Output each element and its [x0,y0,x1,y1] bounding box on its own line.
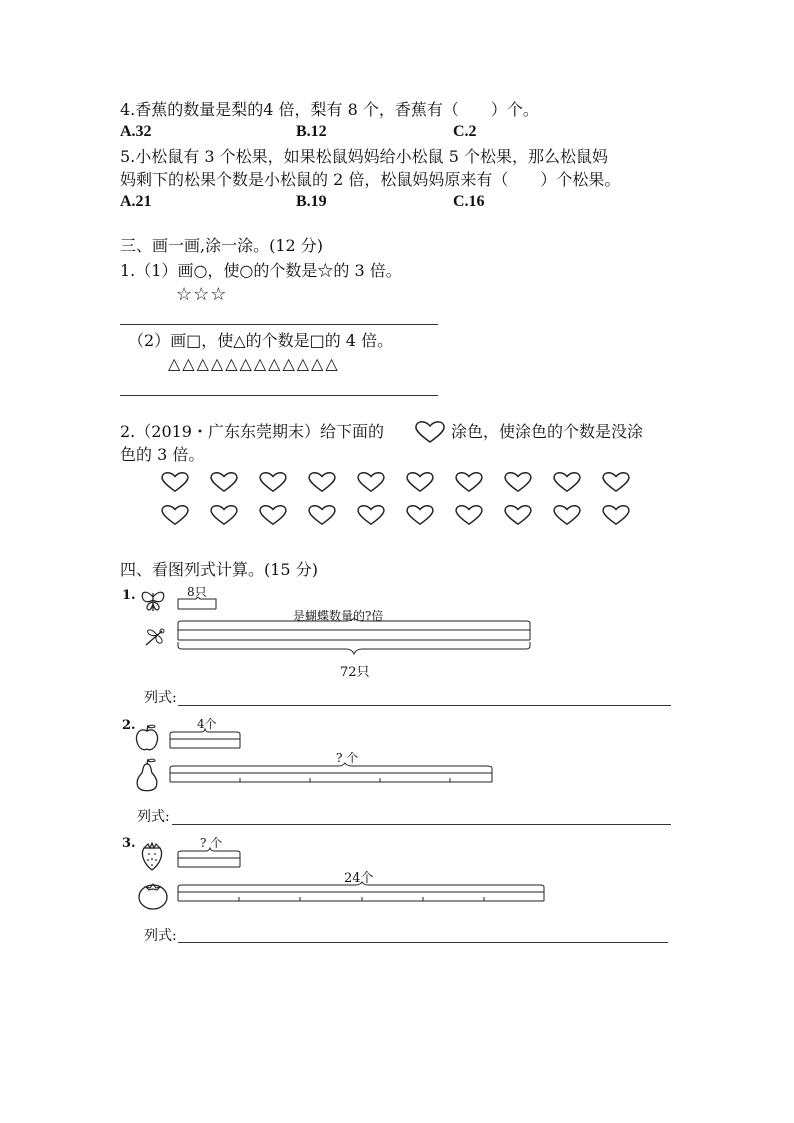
heart-icon[interactable] [356,471,405,493]
p3-formula-label: 列式: [144,928,177,944]
section-3-q1b: （2）画□，使△的个数是□的 4 倍。 [128,331,394,350]
heart-icon[interactable] [307,471,356,493]
q5-option-b: B.19 [296,193,327,210]
apple-icon [133,723,161,753]
heart-icon[interactable] [258,504,307,526]
p3-top-bar [176,848,246,870]
p3-top-label: ? 个 [200,836,223,850]
section-3-q2-line2: 色的 3 倍。 [120,445,205,464]
section-3-q2-post: 涂色，使涂色的个数是没涂 [451,422,644,441]
p3-mid-label: 24个 [344,871,374,886]
heart-icon[interactable] [160,504,209,526]
q4-option-c: C.2 [453,123,477,140]
heart-icon[interactable] [160,471,209,493]
heart-icon[interactable] [209,504,258,526]
p2-top-label: 4个 [197,717,217,731]
q4-option-a: A.32 [120,123,152,140]
heart-icon[interactable] [405,504,454,526]
problem-3-number: 3. [122,836,136,851]
p2-long-bar [168,763,528,785]
hearts-row-1 [160,471,650,493]
p1-mid-label: 是蝴蝶数量的?倍 [293,609,384,623]
triangles-row: △△△△△△△△△△△△ [168,354,340,373]
p2-mid-label: ? 个 [336,751,359,765]
p1-long-bar [176,618,536,660]
heart-icon[interactable] [552,471,601,493]
p1-bottom-label: 72只 [340,665,370,680]
p1-formula-label: 列式: [144,690,177,706]
answer-line-2[interactable] [120,395,438,396]
heart-icon[interactable] [503,471,552,493]
problem-1-number: 1. [122,588,136,603]
q5-option-a: A.21 [120,193,152,210]
section-3-q1a: 1.（1）画○，使○的个数是☆的 3 倍。 [120,261,402,280]
heart-icon [414,420,446,444]
heart-icon[interactable] [601,471,650,493]
question-5-line2: 妈剩下的松果个数是小松鼠的 2 倍，松鼠妈妈原来有（ ）个松果。 [120,170,621,189]
q4-option-b: B.12 [296,123,327,140]
problem-2-number: 2. [122,718,136,733]
p2-answer-line[interactable] [172,824,671,825]
pear-icon [133,758,161,794]
strawberry-icon [138,840,166,872]
p1-top-bar [176,597,220,611]
answer-line-1[interactable] [120,324,438,325]
p2-formula-label: 列式: [137,809,170,825]
stars-row: ☆☆☆ [176,284,228,305]
hearts-row-2 [160,504,650,526]
section-3-q2-pre: 2.（2019・广东东莞期末）给下面的 [120,422,384,441]
p3-answer-line[interactable] [178,942,668,943]
section-3-title: 三、画一画,涂一涂。(12 分) [120,236,324,255]
section-4-title: 四、看图列式计算。(15 分) [120,560,318,579]
heart-icon[interactable] [454,504,503,526]
butterfly-icon [138,588,168,614]
heart-icon[interactable] [601,504,650,526]
p1-answer-line[interactable] [178,705,671,706]
heart-icon[interactable] [307,504,356,526]
question-4-text: 4.香蕉的数量是梨的4 倍，梨有 8 个，香蕉有（ ）个。 [120,100,539,119]
question-5-line1: 5.小松鼠有 3 个松果，如果松鼠妈妈给小松鼠 5 个松果，那么松鼠妈 [120,147,608,166]
dragonfly-icon [138,625,168,651]
tomato-icon [136,878,170,912]
heart-icon[interactable] [552,504,601,526]
heart-icon[interactable] [356,504,405,526]
heart-icon[interactable] [503,504,552,526]
heart-icon[interactable] [258,471,307,493]
heart-icon[interactable] [405,471,454,493]
p2-top-bar [168,729,244,751]
q5-option-c: C.16 [453,193,485,210]
heart-icon[interactable] [209,471,258,493]
heart-icon[interactable] [454,471,503,493]
p3-long-bar [176,882,552,904]
p1-top-label: 8只 [187,585,207,599]
